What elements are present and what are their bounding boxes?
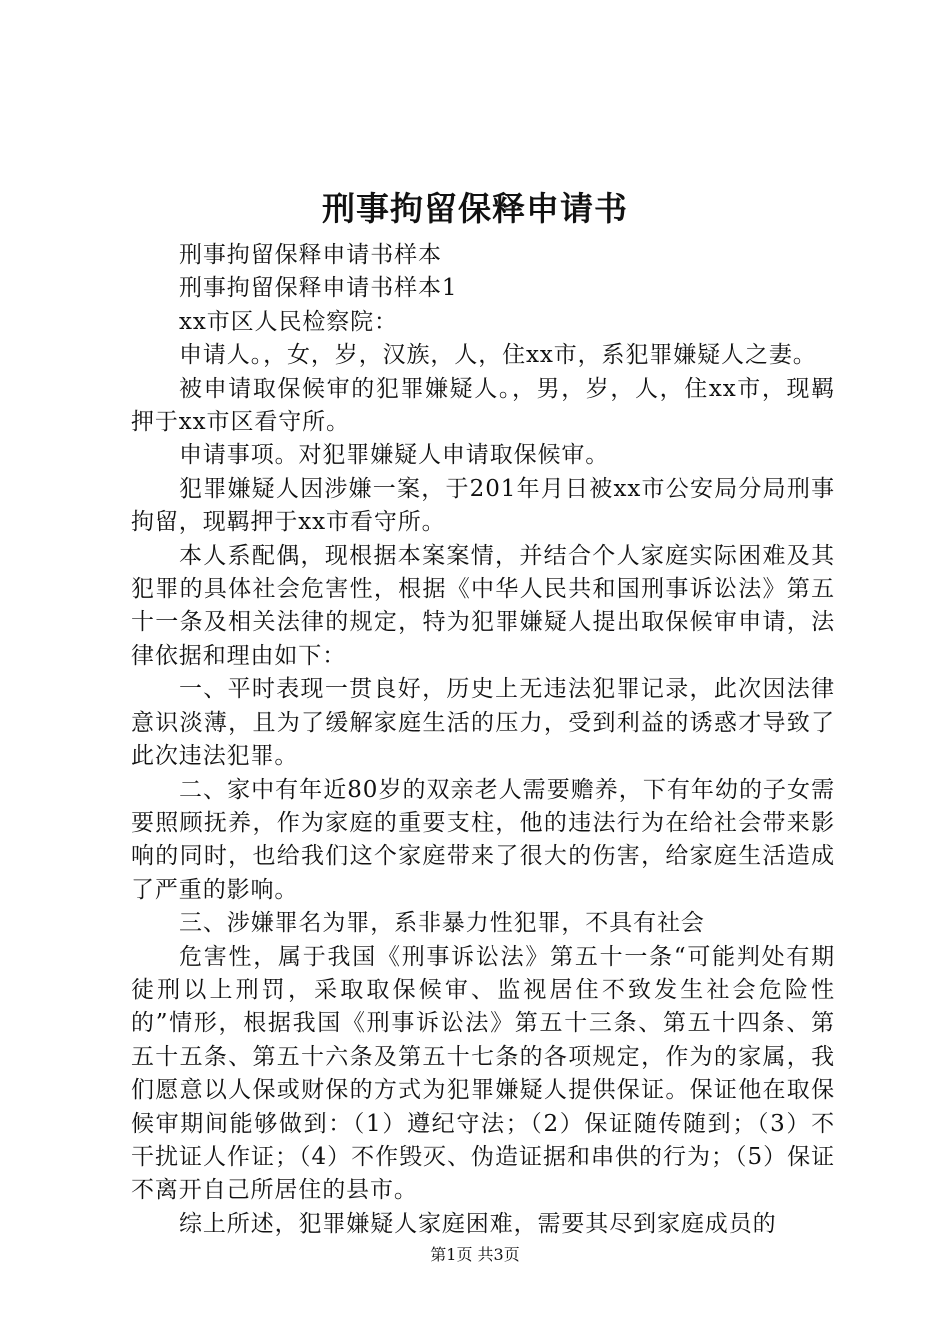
paragraph: 危害性，属于我国《刑事诉讼法》第五十一条“可能判处有期徒刑以上刑罚，采取取保候审、监视居住不致发生社会危险性的”情形，根据我国《刑事诉讼法》第五十三条、第五十四条、第五十五条、第五十六条及第五十七条的各项规定，作为的家属，我们愿意以人保或财保的方式为犯罪嫌疑人提供保证。保证他在取保候审期间能够做到：（1）遵纪守法；（2）保证随传随到；（3）不干扰证人作证；（4）不作毁灭、伪造证据和串供的行为；（5）保证不离开自己所居住的县市。 — [131, 943, 835, 1204]
paragraph: 一、平时表现一贯良好，历史上无违法犯罪记录，此次因法律意识淡薄，且为了缓解家庭生活的压力，受到利益的诱惑才导致了此次违法犯罪。 — [131, 676, 835, 770]
paragraph: 本人系配偶，现根据本案案情，并结合个人家庭实际困难及其犯罪的具体社会危害性，根据《中华人民共和国刑事诉讼法》第五十一条及相关法律的规定，特为犯罪嫌疑人提出取保候审申请，法律依据和理由如下： — [131, 542, 835, 669]
paragraph: 三、涉嫌罪名为罪，系非暴力性犯罪，不具有社会 — [179, 910, 705, 937]
paragraph: 犯罪嫌疑人因涉嫌一案，于201年月日被xx市公安局分局刑事拘留，现羁押于xx市看守所。 — [131, 475, 835, 536]
paragraph: 二、家中有年近80岁的双亲老人需要赡养，下有年幼的子女需要照顾抚养，作为家庭的重要支柱，他的违法行为在给社会带来影响的同时，也给我们这个家庭带来了很大的伤害，给家庭生活造成了严重的影响。 — [131, 776, 835, 903]
document-title: 刑事拘留保释申请书 — [322, 189, 628, 228]
paragraph: 申请人。，女，岁，汉族，人，住xx市，系犯罪嫌疑人之妻。 — [179, 342, 817, 369]
document-body — [131, 239, 835, 1241]
page-footer: 第1页 共3页 — [430, 1245, 520, 1264]
paragraph: 刑事拘留保释申请书样本 — [179, 242, 442, 268]
paragraph: 申请事项。对犯罪嫌疑人申请取保候审。 — [179, 442, 610, 469]
paragraph: xx市区人民检察院： — [179, 308, 398, 335]
paragraph: 综上所述，犯罪嫌疑人家庭困难，需要其尽到家庭成员的 — [179, 1210, 777, 1237]
paragraph: 被申请取保候审的犯罪嫌疑人。，男，岁，人，住xx市，现羁押于xx市区看守所。 — [131, 375, 835, 436]
paragraph: 刑事拘留保释申请书样本1 — [179, 275, 458, 302]
